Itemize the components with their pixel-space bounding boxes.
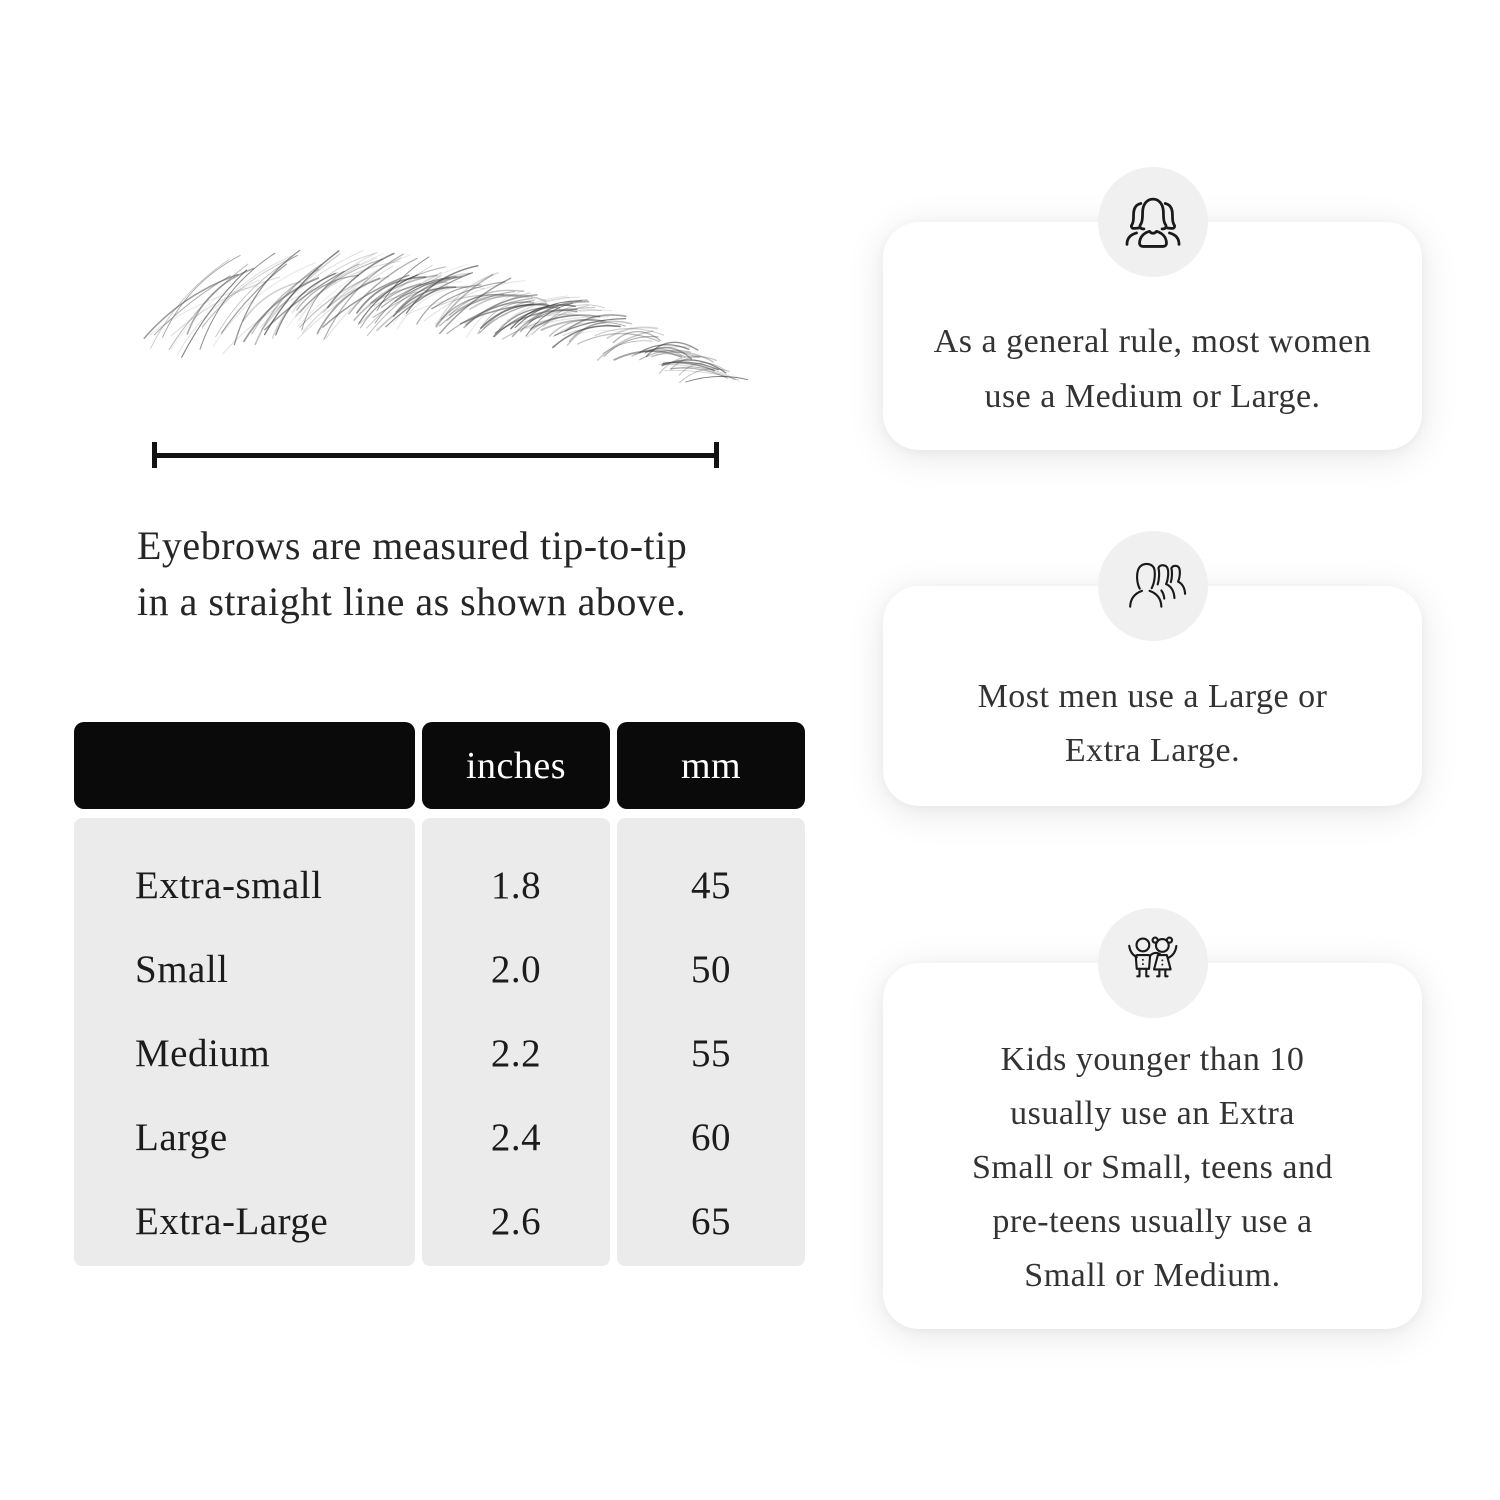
info-card-men: [883, 586, 1422, 806]
table-header-mm: mm: [617, 722, 805, 809]
card-line: Kids younger than 10: [1000, 1041, 1305, 1078]
card-line: pre-teens usually use a: [992, 1203, 1313, 1240]
table-cell-mm: 55: [691, 1031, 731, 1075]
measurement-endcap-right: [714, 442, 719, 468]
card-line: Most men use a Large or: [977, 678, 1328, 715]
card-text: [883, 314, 1422, 424]
table-cell-inches: 1.8: [490, 863, 542, 907]
card-line: Small or Small, teens and: [972, 1149, 1333, 1186]
table-cell-size: Large: [135, 1115, 228, 1159]
card-line: usually use an Extra: [1010, 1095, 1295, 1132]
caption-line-1: Eyebrows are measured tip-to-tip: [137, 523, 688, 568]
size-table: [74, 722, 805, 1266]
men-group-icon: [1119, 552, 1187, 620]
card-text: [883, 1033, 1422, 1303]
table-column-inches: [422, 818, 610, 1266]
table-column-mm: [617, 818, 805, 1266]
icon-badge: [1098, 531, 1208, 641]
measurement-line: [152, 442, 719, 468]
table-cell-inches: 2.2: [490, 1031, 542, 1075]
table-cell-mm: 65: [691, 1199, 731, 1243]
table-cell-mm: 45: [691, 863, 731, 907]
card-line: use a Medium or Large.: [984, 378, 1321, 415]
card-line: As a general rule, most women: [933, 323, 1372, 360]
table-cell-mm: 50: [691, 947, 731, 991]
card-line: Extra Large.: [1064, 732, 1241, 769]
card-text: [883, 670, 1422, 778]
kids-icon: [1119, 929, 1187, 997]
table-cell-size: Medium: [135, 1031, 271, 1075]
table-cell-inches: 2.6: [490, 1199, 542, 1243]
table-cell-size: Small: [135, 947, 229, 991]
measurement-caption: [137, 518, 687, 630]
info-card-kids: [883, 963, 1422, 1329]
women-group-icon: [1119, 188, 1187, 256]
icon-badge: [1098, 167, 1208, 277]
table-column-size: [74, 818, 415, 1266]
table-header-size: [74, 722, 415, 809]
table-header-inches: inches: [422, 722, 610, 809]
info-card-women: [883, 222, 1422, 450]
table-cell-size: Extra-Large: [135, 1199, 329, 1243]
table-cell-size: Extra-small: [135, 863, 323, 907]
eyebrow-illustration: [105, 238, 785, 418]
table-cell-inches: 2.4: [490, 1115, 542, 1159]
table-cell-inches: 2.0: [490, 947, 542, 991]
caption-line-2: in a straight line as shown above.: [137, 579, 687, 624]
measurement-bar: [157, 453, 714, 458]
card-line: Small or Medium.: [1024, 1257, 1281, 1294]
icon-badge: [1098, 908, 1208, 1018]
table-cell-mm: 60: [691, 1115, 731, 1159]
